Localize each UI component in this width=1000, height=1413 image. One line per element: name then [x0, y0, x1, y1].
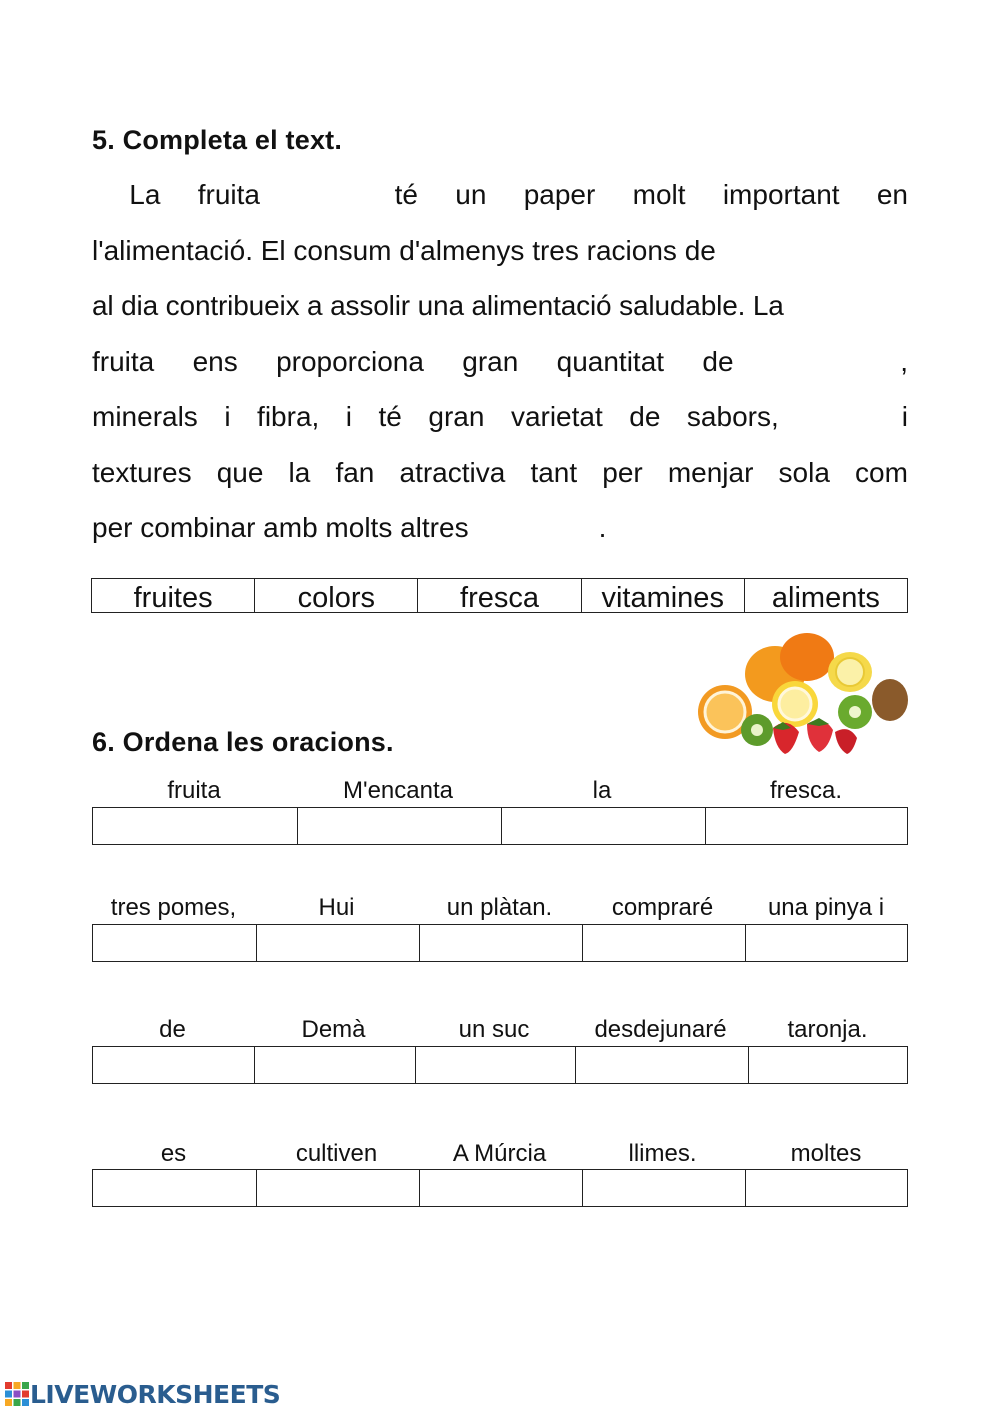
answer-box[interactable]	[256, 925, 419, 961]
section-6-heading: 6. Ordena les oracions.	[92, 727, 394, 757]
scrambled-word[interactable]: fruita	[167, 777, 221, 804]
answer-box[interactable]	[745, 925, 907, 961]
word: té	[394, 179, 418, 210]
blank-gap[interactable]	[805, 397, 875, 437]
word: com	[855, 457, 908, 488]
scrambled-word[interactable]: un suc	[458, 1016, 530, 1043]
word: la	[288, 457, 311, 488]
blank-gap[interactable]	[772, 342, 862, 382]
word: molt	[632, 179, 686, 210]
fruit-photo-icon	[695, 632, 910, 757]
orange-icon	[780, 633, 834, 681]
answer-box[interactable]	[748, 1047, 907, 1083]
scrambled-word[interactable]: desdejunaré	[594, 1016, 727, 1043]
answer-box[interactable]	[254, 1047, 415, 1083]
kiwi-icon	[872, 679, 908, 721]
answer-row-3	[92, 1046, 908, 1084]
word-bank-item[interactable]: aliments	[744, 579, 907, 612]
kiwi-slice-inner	[849, 706, 861, 718]
paragraph-line-7	[92, 508, 908, 548]
lemon-slice-inner	[779, 688, 811, 720]
word: té	[378, 401, 402, 432]
word: i	[345, 401, 353, 432]
word: important	[722, 179, 840, 210]
kiwi-slice-inner	[751, 724, 763, 736]
word-bank-item[interactable]: vitamines	[581, 579, 744, 612]
scrambled-word[interactable]: llimes.	[628, 1140, 697, 1167]
scrambled-word[interactable]: moltes	[790, 1140, 862, 1167]
word: i	[224, 401, 231, 432]
answer-row-2	[92, 924, 908, 962]
scrambled-words-row-3	[92, 1014, 908, 1046]
blank-gap[interactable]	[297, 175, 357, 215]
word: gran	[428, 401, 485, 432]
scrambled-word[interactable]: Demà	[301, 1016, 366, 1043]
paragraph-line-1	[92, 175, 908, 215]
answer-box[interactable]	[297, 808, 501, 844]
word: menjar	[667, 457, 754, 488]
logo-grid-icon	[4, 1381, 30, 1407]
answer-box[interactable]	[93, 1047, 254, 1083]
answer-box[interactable]	[256, 1170, 419, 1206]
scrambled-word[interactable]: la	[592, 777, 612, 804]
answer-box[interactable]	[582, 1170, 745, 1206]
liveworksheets-logo[interactable]	[4, 1378, 280, 1410]
word: La	[129, 179, 161, 210]
word: textures	[92, 457, 192, 488]
word-bank-item[interactable]: fresca	[417, 579, 580, 612]
word: tant	[530, 457, 578, 488]
answer-box[interactable]	[501, 808, 705, 844]
scrambled-word[interactable]: Hui	[318, 894, 355, 921]
word: fruita	[92, 346, 155, 377]
word: per	[602, 457, 643, 488]
answer-row-1	[92, 807, 908, 845]
answer-box[interactable]	[419, 925, 582, 961]
answer-box[interactable]	[93, 1170, 256, 1206]
scrambled-word[interactable]: A Múrcia	[452, 1140, 547, 1167]
paragraph-line-5	[92, 397, 908, 437]
answer-box[interactable]	[93, 808, 297, 844]
word: fibra,	[257, 401, 320, 432]
word: sola	[778, 457, 830, 488]
section-5-heading: 5. Completa el text.	[92, 125, 343, 155]
word: fan	[335, 457, 375, 488]
word: paper	[523, 179, 596, 210]
word: proporciona	[276, 346, 424, 377]
scrambled-word[interactable]: taronja.	[787, 1016, 868, 1043]
answer-box[interactable]	[582, 925, 745, 961]
word: minerals	[92, 401, 198, 432]
orange-slice-inner	[705, 692, 745, 732]
word-bank-item[interactable]: fruites	[133, 582, 213, 612]
word: i	[901, 401, 908, 432]
word: atractiva	[399, 457, 506, 488]
word: gran	[462, 346, 519, 377]
word: fruita	[197, 179, 260, 210]
scrambled-word[interactable]: cultiven	[295, 1140, 378, 1167]
answer-box[interactable]	[745, 1170, 907, 1206]
line-end: .	[598, 512, 607, 543]
line-text: per combinar amb molts altres	[92, 512, 469, 543]
word: de	[629, 401, 661, 432]
answer-box[interactable]	[93, 925, 256, 961]
paragraph-line-2: l'alimentació. El consum d'almenys tres racions de	[92, 235, 716, 266]
answer-box[interactable]	[705, 808, 907, 844]
answer-row-4	[92, 1169, 908, 1207]
paragraph-line-3: al dia contribueix a assolir una alimentació saludable. La	[92, 290, 784, 321]
scrambled-word[interactable]: tres pomes,	[110, 894, 237, 921]
answer-box[interactable]	[419, 1170, 582, 1206]
scrambled-word[interactable]: una pinya i	[767, 894, 885, 921]
word-bank-item[interactable]: colors	[254, 579, 417, 612]
scrambled-word[interactable]: un plàtan.	[446, 894, 553, 921]
word: un	[455, 179, 487, 210]
paragraph-line-6	[92, 453, 908, 493]
word: sabors,	[686, 401, 779, 432]
scrambled-word[interactable]: de	[159, 1016, 186, 1043]
word: quantitat	[556, 346, 665, 377]
answer-box[interactable]	[415, 1047, 575, 1083]
word-bank	[91, 578, 908, 613]
lemon-slice-icon	[836, 658, 864, 686]
scrambled-word[interactable]: compraré	[611, 894, 714, 921]
answer-box[interactable]	[575, 1047, 748, 1083]
scrambled-words-row-2	[92, 892, 908, 924]
paragraph-line-4	[92, 342, 908, 382]
scrambled-word[interactable]: M'encanta	[343, 777, 453, 804]
word: ens	[192, 346, 238, 377]
word: que	[216, 457, 264, 488]
scrambled-words-row-1	[92, 775, 908, 807]
word: varietat	[510, 401, 603, 432]
word: de	[702, 346, 734, 377]
scrambled-word[interactable]: es	[160, 1140, 187, 1167]
word: en	[876, 179, 908, 210]
word: ,	[900, 346, 908, 377]
scrambled-word[interactable]: fresca.	[769, 777, 843, 804]
brand-name: LIVEWORKSHEETS	[30, 1379, 281, 1409]
scrambled-words-row-4	[92, 1138, 908, 1170]
strawberry-icon	[835, 729, 857, 754]
